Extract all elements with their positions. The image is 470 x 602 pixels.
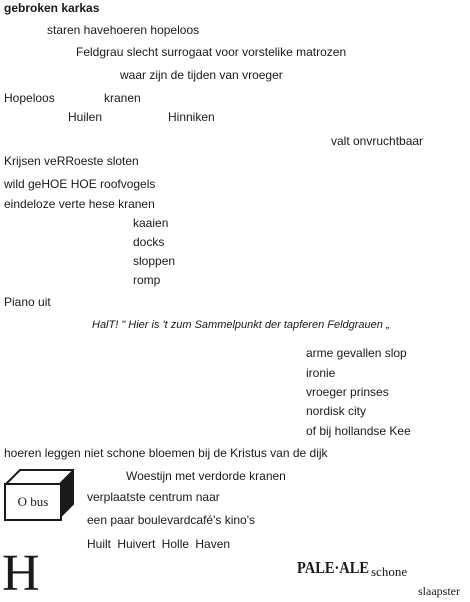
- line-vroeger-prinses: vroeger prinses: [306, 385, 389, 399]
- line-ironie: ironie: [306, 366, 336, 380]
- line-woestijn: Woestijn met verdorde kranen: [126, 469, 286, 483]
- line-arme-gevallen-slop: arme gevallen slop: [306, 346, 407, 360]
- line-eindeloze: eindeloze verte hese kranen: [4, 197, 155, 211]
- line-huilen: Huilen: [68, 110, 103, 124]
- line-wild: wild geHOE HOE roofvogels: [4, 177, 156, 191]
- slaapster-text: slaapster: [418, 584, 460, 598]
- line-nordisk-city: nordisk city: [306, 404, 367, 418]
- line-verplaatste: verplaatste centrum naar: [87, 490, 220, 504]
- line-huilt-huivert: Huilt Huivert Holle Haven: [87, 537, 231, 551]
- line-boulevardcafes: een paar boulevardcafé's kino's: [87, 513, 256, 527]
- schone-text: schone: [371, 564, 408, 579]
- pale-ale-text: PALE·ALE: [297, 558, 369, 577]
- line-waar-zijn: waar zijn de tijden van vroeger: [120, 68, 283, 82]
- line-krijsen: Krijsen veRRoeste sloten: [4, 154, 139, 168]
- line-hollandse-kee: of bij hollandse Kee: [306, 424, 411, 438]
- big-letter-h: H: [2, 545, 40, 602]
- line-hopeloos: Hopeloos: [4, 91, 55, 105]
- line-kaaien: kaaien: [133, 216, 169, 230]
- line-docks: docks: [133, 235, 165, 249]
- line-halt: HalT! " Hier is 't zum Sammelpunkt der tapferen Feldgrauen „: [92, 319, 390, 331]
- line-gebroken-karkas: gebroken karkas: [4, 1, 100, 15]
- line-hinniken: Hinniken: [168, 110, 215, 124]
- line-hoeren-leggen: hoeren leggen niet schone bloemen bij de Kristus van de dijk: [4, 446, 328, 460]
- line-feldgrau: Feldgrau slecht surrogaat voor vorstelike matrozen: [76, 45, 347, 59]
- line-staren: staren havehoeren hopeloos: [47, 23, 200, 37]
- line-romp: romp: [133, 273, 161, 287]
- line-piano-uit: Piano uit: [4, 295, 51, 309]
- bus-box-illustration: [4, 467, 74, 519]
- line-valt-onvruchtbaar: valt onvruchtbaar: [331, 134, 424, 148]
- box-label: O bus: [4, 483, 62, 521]
- line-sloppen: sloppen: [133, 254, 176, 268]
- line-kranen: kranen: [104, 91, 141, 105]
